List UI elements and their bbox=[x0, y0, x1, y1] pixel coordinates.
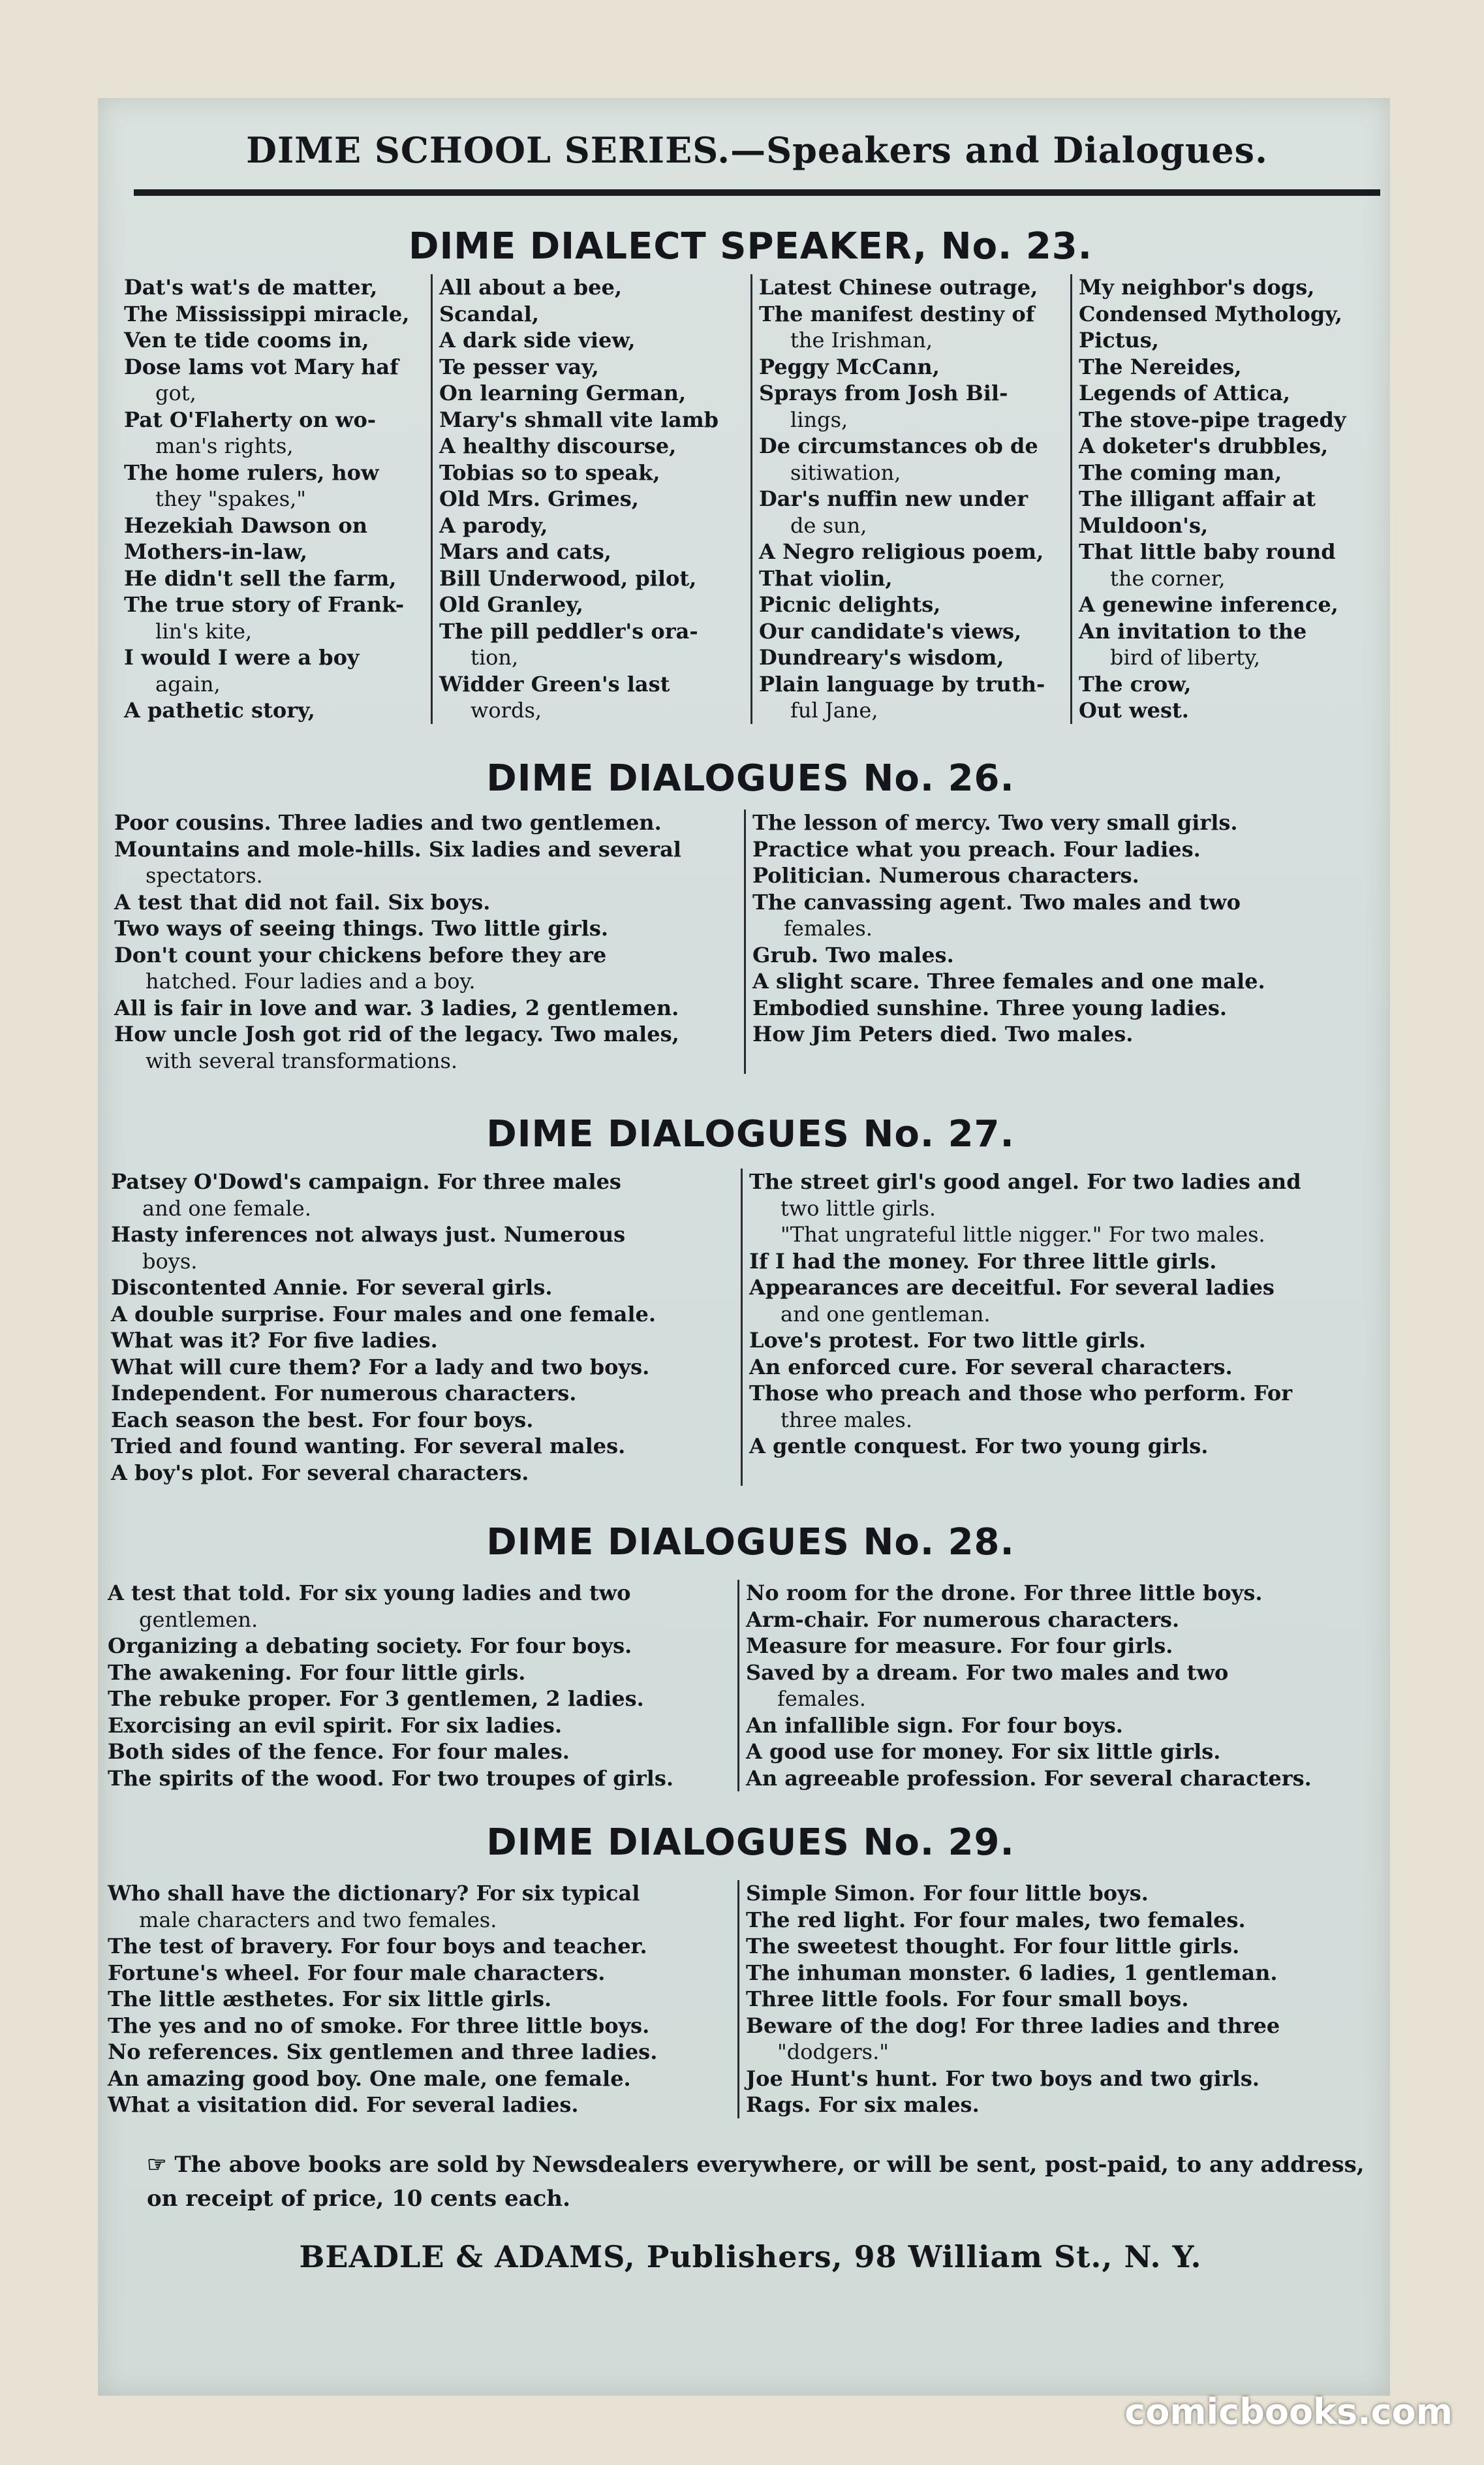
list-item: words, bbox=[471, 698, 542, 723]
list-item: Old Mrs. Grimes, bbox=[439, 486, 639, 511]
list-item: Widder Green's last bbox=[439, 671, 670, 697]
list-item: Scandal, bbox=[439, 301, 539, 326]
list-item: The lesson of mercy. Two very small girls. bbox=[752, 810, 1238, 835]
list-item: The pill peddler's ora- bbox=[439, 618, 698, 644]
list-item: Grub. Two males. bbox=[752, 942, 954, 967]
list-item: Who shall have the dictionary? For six typical bbox=[108, 1881, 640, 1906]
list-item: Old Granley, bbox=[439, 592, 583, 617]
list-item: An infallible sign. For four boys. bbox=[746, 1712, 1123, 1738]
list-item: Appearances are deceitful. For several ladies bbox=[749, 1275, 1275, 1300]
list-item: A healthy discourse, bbox=[439, 433, 677, 458]
list-item: man's rights, bbox=[155, 433, 294, 458]
list-item: Hezekiah Dawson on bbox=[124, 512, 367, 538]
list-item: Organizing a debating society. For four boys. bbox=[108, 1633, 632, 1658]
list-item: No references. Six gentlemen and three ladies. bbox=[108, 2039, 658, 2064]
section-dialogues-26 bbox=[108, 809, 1380, 1074]
list-item: A pathetic story, bbox=[124, 698, 315, 723]
list-item: A good use for money. For six little girls. bbox=[746, 1739, 1221, 1764]
list-item: Ven te tide cooms in, bbox=[124, 328, 369, 353]
list-item: Dat's wat's de matter, bbox=[124, 275, 378, 300]
list-item: Exorcising an evil spirit. For six ladies. bbox=[108, 1712, 563, 1738]
section-title-dialogues-29: DIME DIALOGUES No. 29. bbox=[486, 1821, 1015, 1864]
list-item: Practice what you preach. Four ladies. bbox=[752, 836, 1201, 862]
publisher-line: BEADLE & ADAMS, Publishers, 98 William St., N. Y. bbox=[299, 2239, 1202, 2274]
column bbox=[104, 1169, 741, 1486]
list-item: Te pesser vay, bbox=[439, 354, 599, 379]
list-item: females. bbox=[777, 1686, 866, 1711]
list-item: The rebuke proper. For 3 gentlemen, 2 ladies. bbox=[108, 1686, 644, 1711]
header-rule bbox=[134, 189, 1380, 196]
list-item: A parody, bbox=[439, 512, 548, 538]
list-item: Pat O'Flaherty on wo- bbox=[124, 407, 377, 432]
list-item: two little girls. bbox=[781, 1195, 936, 1221]
list-item: they "spakes," bbox=[155, 486, 306, 511]
list-item: Politician. Numerous characters. bbox=[752, 863, 1139, 888]
list-item: "That ungrateful little nigger." For two males. bbox=[781, 1222, 1265, 1247]
list-item: again, bbox=[155, 671, 221, 697]
list-item: ful Jane, bbox=[790, 698, 878, 723]
list-item: Love's protest. For two little girls. bbox=[749, 1328, 1146, 1353]
list-item: bird of liberty, bbox=[1110, 645, 1260, 670]
list-item: The awakening. For four little girls. bbox=[108, 1659, 526, 1685]
list-item: A test that did not fail. Six boys. bbox=[114, 889, 491, 915]
list-item: A doketer's drubbles, bbox=[1079, 433, 1329, 458]
list-item: gentlemen. bbox=[139, 1607, 258, 1632]
list-item: The coming man, bbox=[1079, 460, 1282, 485]
list-item: three males. bbox=[781, 1407, 912, 1432]
list-item: Condensed Mythology, bbox=[1079, 301, 1342, 326]
list-item: Each season the best. For four boys. bbox=[111, 1407, 534, 1432]
list-item: Dose lams vot Mary haf bbox=[124, 354, 399, 379]
list-item: spectators. bbox=[146, 863, 263, 888]
list-item: The canvassing agent. Two males and two bbox=[752, 889, 1241, 915]
list-item: Arm-chair. For numerous characters. bbox=[746, 1607, 1180, 1632]
list-item: The true story of Frank- bbox=[124, 592, 405, 617]
list-item: A genewine inference, bbox=[1079, 592, 1338, 617]
list-item: Patsey O'Dowd's campaign. For three males bbox=[111, 1169, 621, 1194]
list-item: with several transformations. bbox=[146, 1048, 458, 1073]
column bbox=[750, 274, 1070, 724]
list-item: got, bbox=[155, 381, 196, 405]
list-item: lings, bbox=[790, 407, 848, 432]
list-item: The spirits of the wood. For two troupes of girls. bbox=[108, 1765, 673, 1791]
section-dialogues-29 bbox=[101, 1880, 1380, 2118]
list-item: The test of bravery. For four boys and teacher. bbox=[108, 1934, 647, 1958]
list-item: tion, bbox=[471, 645, 519, 670]
list-item: Peggy McCann, bbox=[759, 354, 940, 379]
list-item: the corner, bbox=[1110, 565, 1226, 591]
list-item: hatched. Four ladies and a boy. bbox=[146, 969, 476, 994]
list-item: The sweetest thought. For four little girls. bbox=[746, 1934, 1240, 1958]
list-item: and one female. bbox=[142, 1195, 311, 1221]
list-item: females. bbox=[784, 916, 873, 941]
list-item: My neighbor's dogs, bbox=[1079, 275, 1315, 300]
list-item: Pictus, bbox=[1079, 328, 1159, 353]
list-item: Both sides of the fence. For four males. bbox=[108, 1739, 570, 1764]
list-item: Mothers-in-law, bbox=[124, 539, 307, 564]
list-item: "dodgers." bbox=[777, 2039, 889, 2064]
list-item: An amazing good boy. One male, one female. bbox=[108, 2065, 631, 2091]
list-item: A dark side view, bbox=[439, 328, 636, 353]
list-item: An invitation to the bbox=[1079, 618, 1307, 644]
list-item: That little baby round bbox=[1079, 539, 1336, 564]
column bbox=[737, 1580, 1380, 1791]
list-item: Don't count your chickens before they are bbox=[114, 942, 607, 967]
list-item: Hasty inferences not always just. Numerous bbox=[111, 1222, 626, 1247]
list-item: Mountains and mole-hills. Six ladies and several bbox=[114, 836, 681, 862]
list-item: Legends of Attica, bbox=[1079, 381, 1290, 405]
list-item: How uncle Josh got rid of the legacy. Two males, bbox=[114, 1022, 679, 1046]
list-item: The Nereides, bbox=[1079, 354, 1242, 379]
list-item: Rags. For six males. bbox=[746, 2092, 980, 2117]
list-item: On learning German, bbox=[439, 381, 687, 405]
list-item: A boy's plot. For several characters. bbox=[111, 1460, 529, 1485]
list-item: Saved by a dream. For two males and two bbox=[746, 1659, 1229, 1685]
list-item: The home rulers, how bbox=[124, 460, 379, 485]
list-item: A slight scare. Three females and one male. bbox=[752, 969, 1265, 994]
list-item: Simple Simon. For four little boys. bbox=[746, 1881, 1149, 1906]
list-item: No room for the drone. For three little boys. bbox=[746, 1580, 1263, 1605]
list-item: All about a bee, bbox=[439, 275, 623, 300]
list-item: Our candidate's views, bbox=[759, 618, 1022, 644]
list-item: The illigant affair at bbox=[1079, 486, 1316, 511]
list-item: Picnic delights, bbox=[759, 592, 941, 617]
page-header: DIME SCHOOL SERIES.—Speakers and Dialogues. bbox=[246, 129, 1268, 171]
list-item: An agreeable profession. For several characters. bbox=[746, 1765, 1312, 1791]
list-item: The Mississippi miracle, bbox=[124, 301, 410, 326]
list-item: Fortune's wheel. For four male characters. bbox=[108, 1960, 606, 1985]
list-item: lin's kite, bbox=[155, 618, 253, 644]
list-item: A Negro religious poem, bbox=[759, 539, 1044, 564]
list-item: If I had the money. For three little girls. bbox=[749, 1248, 1217, 1274]
list-item: Mary's shmall vite lamb bbox=[439, 407, 719, 432]
list-item: An enforced cure. For several characters. bbox=[749, 1354, 1233, 1379]
column bbox=[744, 809, 1380, 1074]
column bbox=[101, 1580, 737, 1791]
column bbox=[117, 274, 431, 724]
list-item: The inhuman monster. 6 ladies, 1 gentleman. bbox=[746, 1960, 1278, 1985]
list-item: Those who preach and those who perform. For bbox=[749, 1381, 1293, 1405]
list-item: Embodied sunshine. Three young ladies. bbox=[752, 995, 1227, 1020]
column bbox=[1070, 274, 1384, 724]
section-dialogues-27 bbox=[104, 1169, 1380, 1486]
watermark-logo: comicbooks.com bbox=[1124, 2391, 1453, 2432]
list-item: Mars and cats, bbox=[439, 539, 611, 564]
column bbox=[737, 1880, 1380, 2118]
section-title-dialogues-27: DIME DIALOGUES No. 27. bbox=[486, 1113, 1015, 1155]
list-item: De circumstances ob de bbox=[759, 433, 1038, 458]
list-item: The crow, bbox=[1079, 671, 1192, 697]
list-item: Three little fools. For four small boys. bbox=[746, 1986, 1189, 2011]
column bbox=[741, 1169, 1380, 1486]
list-item: Discontented Annie. For several girls. bbox=[111, 1275, 553, 1300]
list-item: The yes and no of smoke. For three little boys. bbox=[108, 2013, 650, 2038]
list-item: Independent. For numerous characters. bbox=[111, 1381, 577, 1405]
list-item: I would I were a boy bbox=[124, 645, 360, 670]
column bbox=[431, 274, 750, 724]
list-item: Poor cousins. Three ladies and two gentlemen. bbox=[114, 810, 662, 835]
column bbox=[108, 809, 744, 1074]
list-item: sitiwation, bbox=[790, 460, 901, 485]
section-title-dialogues-28: DIME DIALOGUES No. 28. bbox=[486, 1521, 1015, 1563]
list-item: What was it? For five ladies. bbox=[111, 1328, 438, 1353]
list-item: The little æsthetes. For six little girls. bbox=[108, 1986, 552, 2011]
list-item: Tried and found wanting. For several males. bbox=[111, 1434, 626, 1458]
list-item: The red light. For four males, two females. bbox=[746, 1907, 1246, 1932]
section-speaker-23 bbox=[117, 274, 1384, 724]
list-item: What will cure them? For a lady and two boys. bbox=[111, 1354, 650, 1379]
list-item: Out west. bbox=[1079, 698, 1189, 723]
list-item: Dundreary's wisdom, bbox=[759, 645, 1004, 670]
list-item: He didn't sell the farm, bbox=[124, 565, 397, 591]
list-item: Two ways of seeing things. Two little girls. bbox=[114, 916, 608, 941]
list-item: Joe Hunt's hunt. For two boys and two girls. bbox=[746, 2065, 1260, 2091]
list-item: The stove-pipe tragedy bbox=[1079, 407, 1346, 432]
list-item: The street girl's good angel. For two ladies and bbox=[749, 1169, 1301, 1194]
list-item: A test that told. For six young ladies and two bbox=[108, 1580, 631, 1605]
footer-note: ☞ The above books are sold by Newsdealers everywhere, or will be sent, post-paid, to any address, on receipt of price, 10 cents each. bbox=[147, 2152, 1365, 2212]
list-item: and one gentleman. bbox=[781, 1301, 991, 1327]
column bbox=[101, 1880, 737, 2118]
list-item: A double surprise. Four males and one female. bbox=[111, 1301, 657, 1327]
list-item: male characters and two females. bbox=[139, 1907, 497, 1932]
section-title-dialogues-26: DIME DIALOGUES No. 26. bbox=[486, 757, 1015, 800]
list-item: Latest Chinese outrage, bbox=[759, 275, 1038, 300]
list-item: That violin, bbox=[759, 565, 893, 591]
list-item: Muldoon's, bbox=[1079, 512, 1209, 538]
list-item: All is fair in love and war. 3 ladies, 2 gentlemen. bbox=[114, 995, 679, 1020]
list-item: Beware of the dog! For three ladies and three bbox=[746, 2013, 1280, 2038]
section-dialogues-28 bbox=[101, 1580, 1380, 1791]
list-item: A gentle conquest. For two young girls. bbox=[749, 1434, 1209, 1458]
list-item: The manifest destiny of bbox=[759, 301, 1035, 326]
section-title-speaker-23: DIME DIALECT SPEAKER, No. 23. bbox=[408, 225, 1093, 268]
list-item: Plain language by truth- bbox=[759, 671, 1045, 697]
list-item: How Jim Peters died. Two males. bbox=[752, 1022, 1134, 1046]
list-item: Sprays from Josh Bil- bbox=[759, 381, 1008, 405]
list-item: de sun, bbox=[790, 512, 867, 538]
list-item: Measure for measure. For four girls. bbox=[746, 1633, 1173, 1658]
list-item: What a visitation did. For several ladies. bbox=[108, 2092, 579, 2117]
list-item: boys. bbox=[142, 1248, 198, 1274]
list-item: the Irishman, bbox=[790, 328, 933, 353]
list-item: Dar's nuffin new under bbox=[759, 486, 1028, 511]
list-item: Tobias so to speak, bbox=[439, 460, 660, 485]
list-item: Bill Underwood, pilot, bbox=[439, 565, 697, 591]
